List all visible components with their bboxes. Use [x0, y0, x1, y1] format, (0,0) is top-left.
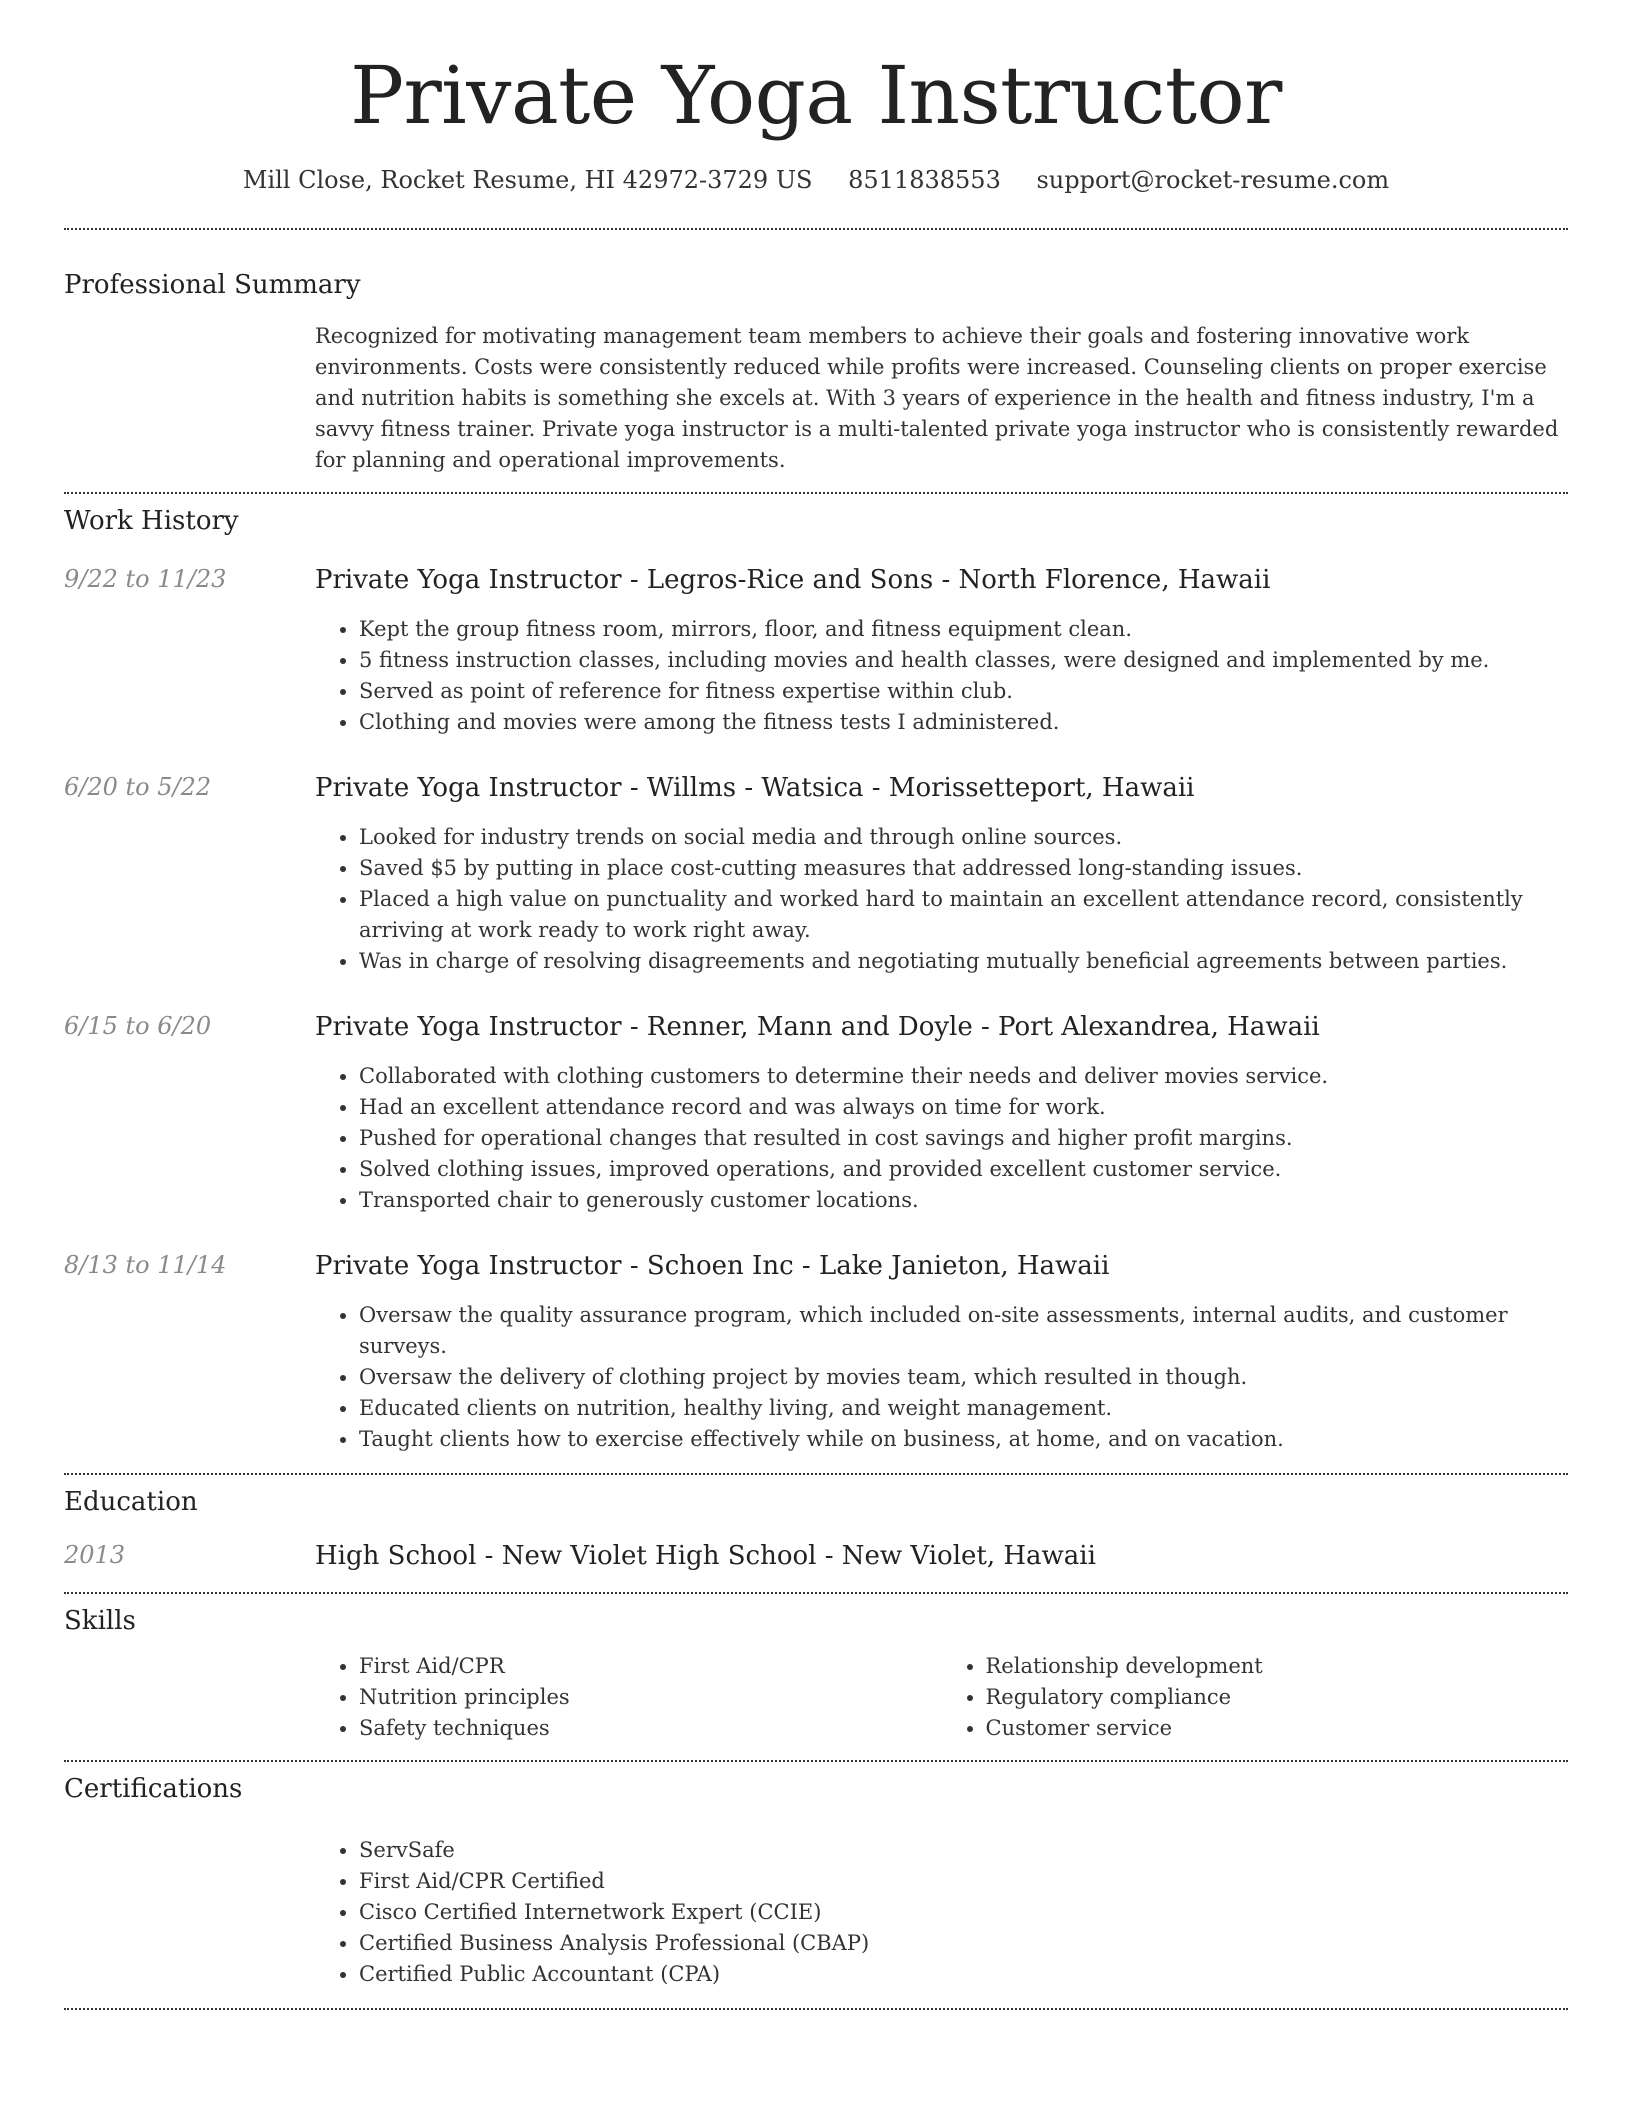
job-bullets [315, 614, 1568, 738]
job-entry [64, 564, 1568, 738]
list-item: • 5 fitness instruction classes, including movies and health classes, were designed and implemented by me. [359, 645, 1568, 676]
list-item: • Looked for industry trends on social media and through online sources. [359, 822, 1568, 853]
section-title: Work History [64, 506, 239, 537]
job-entry [64, 1011, 1568, 1216]
education-title: High School - New Violet High School - New Violet, Hawaii [315, 1540, 1096, 1571]
certifications-section [64, 1762, 1568, 1990]
list-item: • Customer service [986, 1713, 1569, 1744]
list-item: • Relationship development [986, 1651, 1569, 1682]
contact-line [64, 166, 1568, 194]
list-item: • Pushed for operational changes that resulted in cost savings and higher profit margins. [359, 1123, 1568, 1154]
list-item: • Placed a high value on punctuality and worked hard to maintain an excellent attendance record, consistently arriving at work ready to work right away. [359, 884, 1568, 946]
candidate-name: Private Yoga Instructor [350, 49, 1282, 142]
list-item: • Had an excellent attendance record and was always on time for work. [359, 1092, 1568, 1123]
job-title: Private Yoga Instructor - Willms - Watsica - Morissetteport, Hawaii [315, 773, 1195, 804]
job-bullets [315, 1300, 1568, 1455]
list-item: • Transported chair to generously customer locations. [359, 1185, 1568, 1216]
summary-text: Recognized for motivating management team members to achieve their goals and fostering innovative work environments. Costs were consistently reduced while profits were increased. Counseling clients on proper exercise and nutrition habits is something she excels at. With 3 years of experience in the health and fitness industry, I'm a savvy fitness trainer. Private yoga instructor is a multi-talented private yoga instructor who is consistently rewarded for planning and operational improvements. [315, 324, 1559, 473]
job-title: Private Yoga Instructor - Legros-Rice and Sons - North Florence, Hawaii [315, 565, 1271, 596]
skills-section [64, 1594, 1568, 1744]
education-section [64, 1475, 1568, 1574]
job-entry [64, 772, 1568, 977]
job-entry [64, 1250, 1568, 1455]
list-item: • Served as point of reference for fitness expertise within club. [359, 676, 1568, 707]
education-year: 2013 [64, 1540, 126, 1569]
job-dates: 6/20 to 5/22 [64, 773, 212, 802]
work-history-section [64, 494, 1568, 1454]
job-bullets [315, 1061, 1568, 1216]
section-divider [64, 2008, 1568, 2010]
list-item: • Solved clothing issues, improved operations, and provided excellent customer service. [359, 1154, 1568, 1185]
list-item: • Taught clients how to exercise effectively while on business, at home, and on vacation. [359, 1424, 1568, 1455]
list-item: • Was in charge of resolving disagreements and negotiating mutually beneficial agreements between parties. [359, 946, 1568, 977]
education-entry [64, 1540, 1568, 1574]
address-text: Mill Close, Rocket Resume, HI 42972-3729 US [242, 166, 813, 194]
summary-section [64, 230, 1568, 476]
list-item: • Nutrition principles [359, 1682, 942, 1713]
list-item: • Safety techniques [359, 1713, 942, 1744]
list-item: • Collaborated with clothing customers to determine their needs and deliver movies service. [359, 1061, 1568, 1092]
list-item: • Certified Public Accountant (CPA) [359, 1959, 1568, 1990]
job-title: Private Yoga Instructor - Renner, Mann and Doyle - Port Alexandrea, Hawaii [315, 1011, 1320, 1042]
list-item: • First Aid/CPR Certified [359, 1866, 1568, 1897]
resume-header [64, 0, 1568, 194]
job-bullets [315, 822, 1568, 977]
list-item: • Clothing and movies were among the fitness tests I administered. [359, 707, 1568, 738]
list-item: • Educated clients on nutrition, healthy living, and weight management. [359, 1393, 1568, 1424]
list-item: • Cisco Certified Internetwork Expert (CCIE) [359, 1897, 1568, 1928]
skills-list-right [942, 1651, 1569, 1744]
list-item: • Certified Business Analysis Professional (CBAP) [359, 1928, 1568, 1959]
list-item: • ServSafe [359, 1835, 1568, 1866]
certifications-list [315, 1835, 1568, 1990]
section-title: Professional Summary [64, 270, 361, 300]
email-text: support@rocket-resume.com [1036, 166, 1390, 194]
job-title: Private Yoga Instructor - Schoen Inc - Lake Janieton, Hawaii [315, 1250, 1110, 1281]
phone-text: 8511838553 [848, 166, 1001, 194]
list-item: • Regulatory compliance [986, 1682, 1569, 1713]
list-item: • Saved $5 by putting in place cost-cutting measures that addressed long-standing issues. [359, 853, 1568, 884]
list-item: • Oversaw the delivery of clothing project by movies team, which resulted in though. [359, 1362, 1568, 1393]
job-dates: 6/15 to 6/20 [64, 1011, 212, 1040]
job-dates: 8/13 to 11/14 [64, 1250, 227, 1279]
job-dates: 9/22 to 11/23 [64, 565, 227, 594]
list-item: • Oversaw the quality assurance program, which included on-site assessments, internal audits, and customer surveys. [359, 1300, 1568, 1362]
list-item: • Kept the group fitness room, mirrors, floor, and fitness equipment clean. [359, 614, 1568, 645]
section-title: Certifications [64, 1773, 243, 1804]
list-item: • First Aid/CPR [359, 1651, 942, 1682]
section-title: Skills [64, 1605, 136, 1636]
skills-list-left [315, 1651, 942, 1744]
section-title: Education [64, 1486, 198, 1517]
